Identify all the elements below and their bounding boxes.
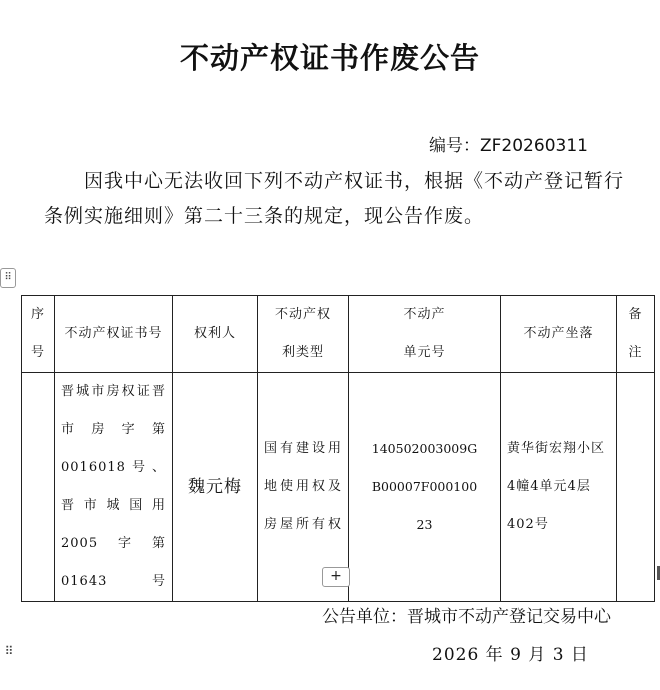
cell-unit-no: 140502003009GB00007F00010023 [349, 373, 501, 602]
cell-holder: 魏元梅 [173, 373, 258, 602]
document-number-value: ZF20260311 [480, 136, 588, 156]
notice-date: 2026 年 9 月 3 日 [432, 645, 589, 665]
notice-table [21, 295, 655, 602]
cell-right-type: 国有建设用地使用权及房屋所有权 [258, 373, 349, 602]
header-unit-no: 不动产单元号 [349, 296, 501, 373]
document-number [429, 131, 588, 156]
document-number-label: 编号： [429, 136, 480, 156]
header-holder: 权利人 [173, 296, 258, 373]
cell-cert-no: 晋城市房权证晋市房字第0016018号、晋市城国用2005字第01643号 [55, 373, 173, 602]
table-header-row [22, 296, 655, 373]
add-row-button[interactable] [322, 567, 350, 587]
document-title: 不动产权证书作废公告 [179, 41, 480, 75]
cell-remark [617, 373, 655, 602]
move-handle-icon[interactable]: ⠿ [0, 268, 16, 288]
header-right-type: 不动产权利类型 [258, 296, 349, 373]
plus-icon: + [330, 568, 342, 584]
header-seq: 序号 [22, 296, 55, 373]
drag-handle-icon[interactable]: ⠿ [4, 644, 14, 658]
cell-seq [22, 373, 55, 602]
notice-body: 因我中心无法收回下列不动产权证书，根据《不动产登记暂行条例实施细则》第二十三条的规定，现公告作废。 [44, 170, 625, 227]
issuer: 公告单位：晋城市不动产登记交易中心 [322, 607, 611, 627]
cell-location: 黄华街宏翔小区4幢4单元4层402号 [501, 373, 617, 602]
header-cert-no: 不动产权证书号 [55, 296, 173, 373]
header-remark: 备注 [617, 296, 655, 373]
header-location: 不动产坐落 [501, 296, 617, 373]
